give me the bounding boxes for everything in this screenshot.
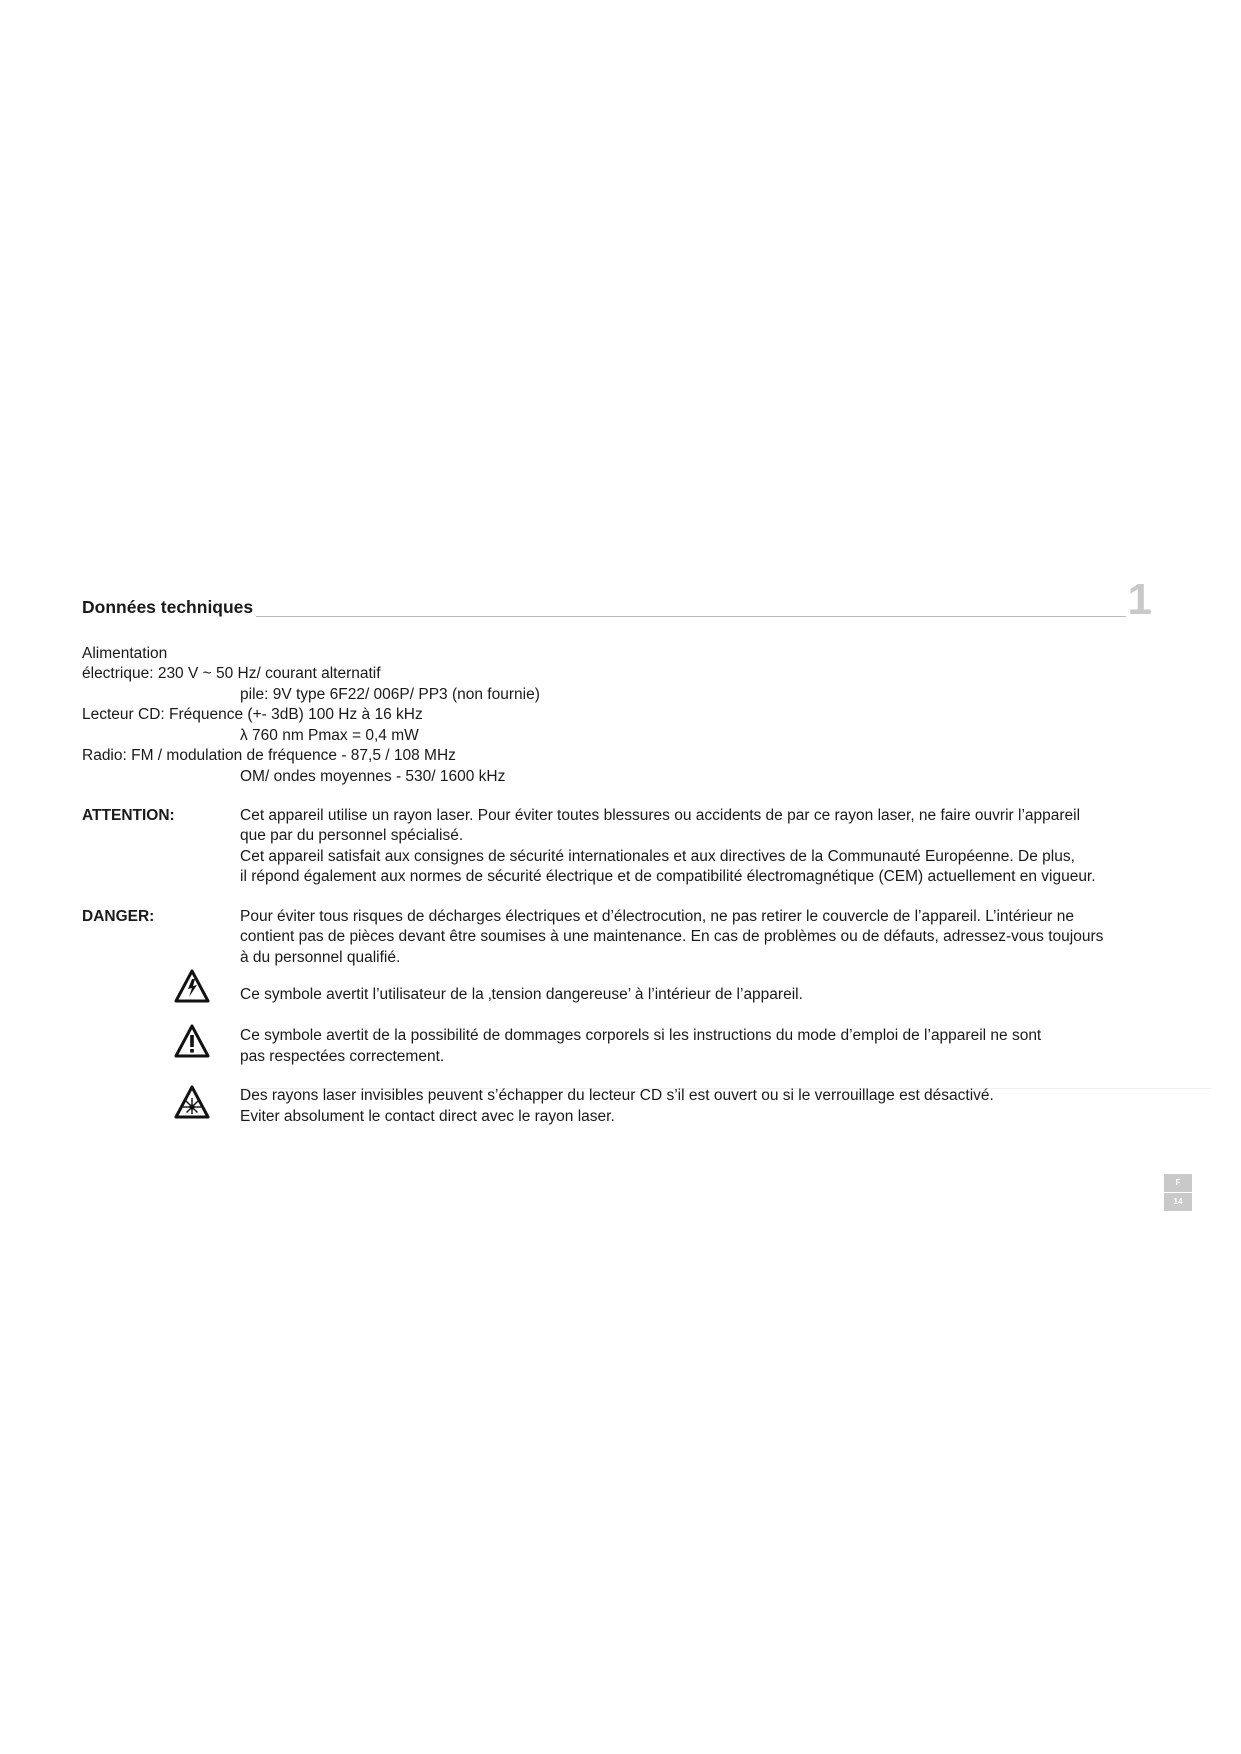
danger-line: contient pas de pièces devant être soumises à une maintenance. En cas de problèmes ou de défauts, adressez-vous toujours bbox=[240, 928, 1104, 945]
attention-line: Cet appareil satisfait aux consignes de sécurité internationales et aux directives de la Communauté Européenne. De plus, bbox=[240, 848, 1075, 865]
danger-label: DANGER: bbox=[82, 908, 155, 925]
spec-line: Alimentation bbox=[82, 645, 168, 662]
section-title: Données techniques bbox=[82, 597, 256, 618]
symbol-description: pas respectées correctement. bbox=[240, 1048, 445, 1065]
spec-line: électrique: 230 V ~ 50 Hz/ courant alternatif bbox=[82, 665, 381, 682]
exclamation-warning-icon bbox=[174, 1024, 210, 1058]
chapter-number: 1 bbox=[1127, 575, 1152, 624]
symbol-description: Ce symbole avertit l’utilisateur de la ‚tension dangereuse’ à l’intérieur de l’appareil. bbox=[240, 986, 803, 1003]
danger-line: à du personnel qualifié. bbox=[240, 949, 401, 966]
spec-line: Lecteur CD: Fréquence (+- 3dB) 100 Hz à 16 kHz bbox=[82, 706, 423, 723]
symbol-description: Ce symbole avertit de la possibilité de dommages corporels si les instructions du mode d’emploi de l’appareil ne sont bbox=[240, 1027, 1042, 1044]
symbol-description: Eviter absolument le contact direct avec le rayon laser. bbox=[240, 1108, 615, 1125]
spec-line: λ 760 nm Pmax = 0,4 mW bbox=[240, 727, 419, 744]
attention-line: Cet appareil utilise un rayon laser. Pour éviter toutes blessures ou accidents de par ce rayon laser, ne faire ouvrir l’appareil bbox=[240, 807, 1081, 824]
language-tab: F bbox=[1164, 1174, 1192, 1192]
symbol-description: Des rayons laser invisibles peuvent s’échapper du lecteur CD s’il est ouvert ou si le verrouillage est désactivé. bbox=[240, 1087, 994, 1104]
spec-line: pile: 9V type 6F22/ 006P/ PP3 (non fournie) bbox=[240, 686, 540, 703]
laser-warning-icon bbox=[174, 1085, 210, 1119]
attention-label: ATTENTION: bbox=[82, 807, 175, 824]
page-number: 14 bbox=[1164, 1193, 1192, 1211]
spec-line: OM/ ondes moyennes - 530/ 1600 kHz bbox=[240, 768, 506, 785]
danger-line: Pour éviter tous risques de décharges électriques et d’électrocution, ne pas retirer le couvercle de l’appareil. L’intérieur ne bbox=[240, 908, 1075, 925]
high-voltage-warning-icon bbox=[174, 969, 210, 1003]
spec-line: Radio: FM / modulation de fréquence - 87,5 / 108 MHz bbox=[82, 747, 456, 764]
section-header bbox=[82, 575, 1152, 624]
attention-line: il répond également aux normes de sécurité électrique et de compatibilité électromagnétique (CEM) actuellement en vigueur. bbox=[240, 868, 1096, 885]
attention-line: que par du personnel spécialisé. bbox=[240, 827, 464, 844]
